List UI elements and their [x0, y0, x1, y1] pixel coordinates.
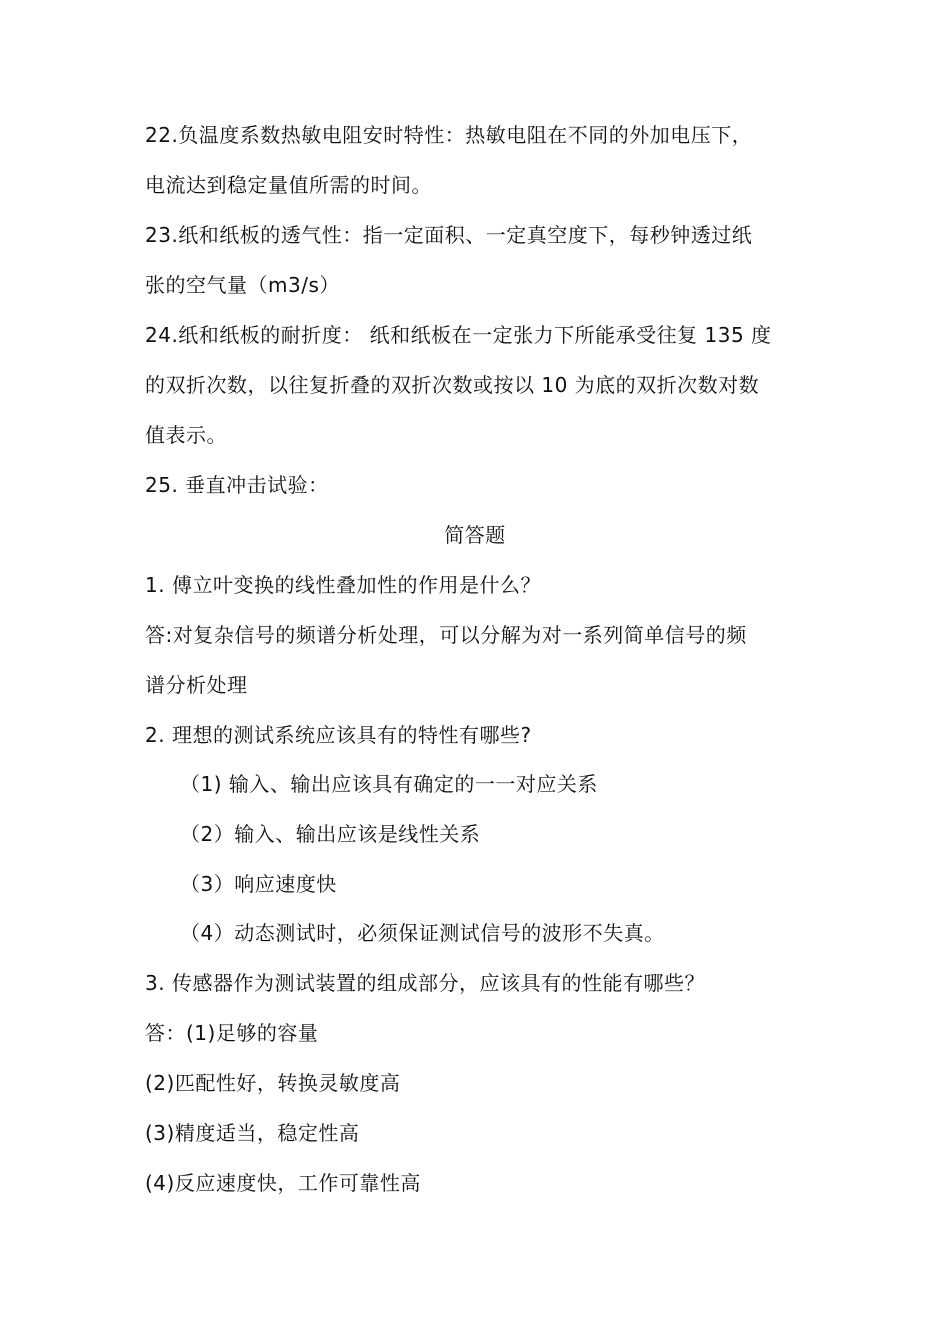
- definition-23-line-2: 张的空气量（m3/s）: [145, 273, 340, 297]
- answer-3-item-1: 答：(1)足够的容量: [145, 1021, 319, 1045]
- section-heading: 简答题: [444, 523, 506, 547]
- definition-24-line-2: 的双折次数，以往复折叠的双折次数或按以 10 为底的双折次数对数: [145, 373, 760, 397]
- answer-1-line-2: 谱分析处理: [145, 673, 248, 697]
- question-2: 2. 理想的测试系统应该具有的特性有哪些?: [145, 723, 532, 747]
- answer-3-item-2: (2)匹配性好，转换灵敏度高: [145, 1071, 401, 1095]
- answer-2-item-3: （3）响应速度快: [180, 872, 337, 896]
- answer-1-line-1: 答:对复杂信号的频谱分析处理，可以分解为对一系列简单信号的频: [145, 623, 747, 647]
- answer-3-item-3: (3)精度适当，稳定性高: [145, 1121, 360, 1145]
- definition-22-line-2: 电流达到稳定量值所需的时间。: [145, 173, 432, 197]
- answer-3-item-4: (4)反应速度快，工作可靠性高: [145, 1171, 421, 1195]
- answer-2-item-4: （4）动态测试时，必须保证测试信号的波形不失真。: [180, 921, 665, 945]
- definition-23-line-1: 23.纸和纸板的透气性：指一定面积、一定真空度下，每秒钟透过纸: [145, 223, 753, 247]
- question-3: 3. 传感器作为测试装置的组成部分，应该具有的性能有哪些？: [145, 971, 705, 995]
- definition-25-line: 25. 垂直冲击试验：: [145, 473, 329, 497]
- question-1: 1. 傅立叶变换的线性叠加性的作用是什么？: [145, 573, 541, 597]
- answer-2-item-1: （1) 输入、输出应该具有确定的一一对应关系: [180, 772, 598, 796]
- answer-2-item-2: （2）输入、输出应该是线性关系: [180, 822, 481, 846]
- definition-24-line-3: 值表示。: [145, 423, 227, 447]
- definition-22-line-1: 22.负温度系数热敏电阻安时特性：热敏电阻在不同的外加电压下，: [145, 123, 753, 147]
- definition-24-line-1: 24.纸和纸板的耐折度： 纸和纸板在一定张力下所能承受往复 135 度: [145, 323, 772, 347]
